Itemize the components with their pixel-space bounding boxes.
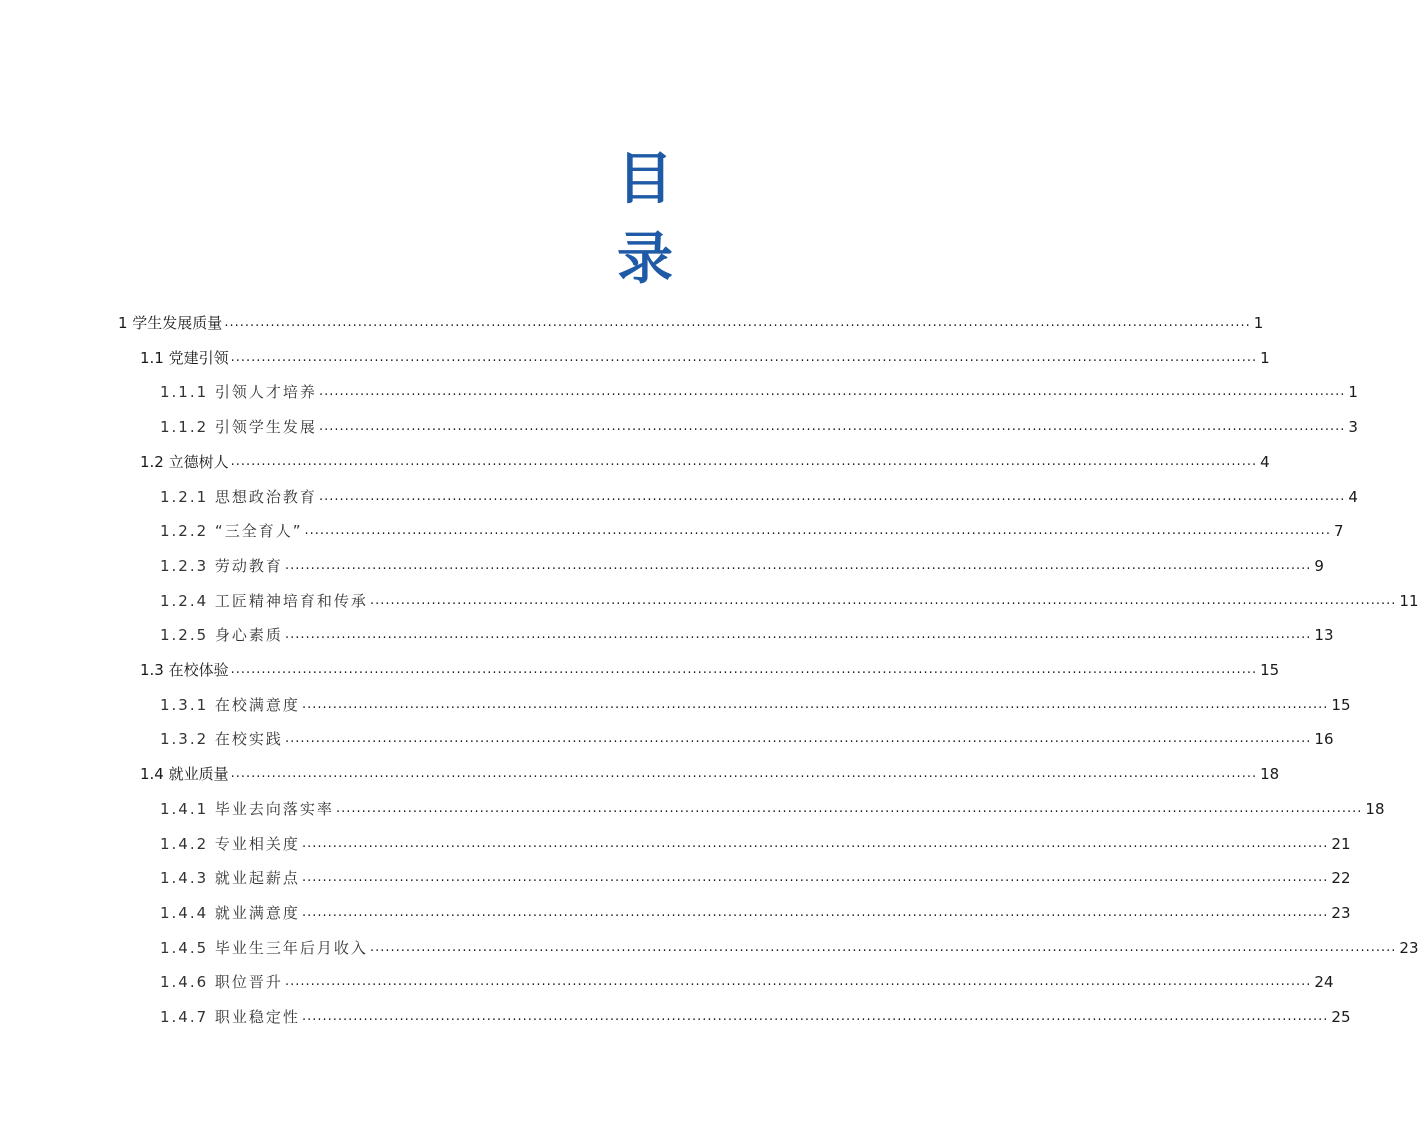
- toc-entry-label: 1.4.6 职位晋升: [160, 973, 283, 992]
- toc-entry-page-number: 3: [1348, 418, 1358, 437]
- toc-leader-dots: ........................................................................................................................................................................................................: [284, 557, 1312, 573]
- toc-entry-page-number: 25: [1331, 1008, 1351, 1026]
- toc-leader-dots: ........................................................................................................................................................................................................: [284, 731, 1312, 747]
- toc-leader-dots: ........................................................................................................................................................................................................: [284, 627, 1312, 643]
- toc-entry-page-number: 7: [1333, 522, 1344, 541]
- toc-entry-label: 1.3.2 在校实践: [160, 730, 283, 749]
- toc-entry[interactable]: [160, 546, 1324, 576]
- toc-leader-dots: ........................................................................................................................................................................................................: [318, 488, 1346, 504]
- toc-entry[interactable]: [160, 824, 1351, 854]
- toc-leader-dots: ........................................................................................................................................................................................................: [318, 419, 1346, 435]
- toc-entry[interactable]: [160, 581, 1419, 611]
- toc-entry-page-number: 1: [1348, 383, 1358, 402]
- toc-entry-page-number: 24: [1314, 973, 1334, 992]
- toc-entry[interactable]: [160, 928, 1419, 958]
- toc-entry-page-number: 13: [1314, 626, 1334, 645]
- toc-entry[interactable]: [160, 615, 1334, 645]
- toc-leader-dots: ........................................................................................................................................................................................................: [301, 696, 1329, 712]
- toc-entry-page-number: 11: [1399, 591, 1419, 610]
- toc-entry[interactable]: [160, 962, 1334, 992]
- toc-entry-page-number: 23: [1399, 938, 1419, 957]
- toc-entry-page-number: 15: [1260, 661, 1280, 679]
- toc-entry-label: 1.4.7 职业稳定性: [160, 1008, 300, 1026]
- toc-entry[interactable]: [160, 511, 1344, 541]
- toc-entry[interactable]: [160, 477, 1358, 507]
- toc-entry-label: 1.3 在校体验: [140, 661, 229, 679]
- toc-entry-page-number: 18: [1365, 799, 1385, 818]
- toc-entry-label: 1.4.2 专业相关度: [160, 834, 300, 853]
- toc-entry-page-number: 23: [1331, 903, 1351, 922]
- toc-entry-page-number: 9: [1314, 556, 1324, 575]
- toc-entry[interactable]: [140, 650, 1280, 680]
- toc-leader-dots: ........................................................................................................................................................................................................: [230, 662, 1258, 677]
- toc-leader-dots: ........................................................................................................................................................................................................: [301, 904, 1329, 920]
- toc-leader-dots: ........................................................................................................................................................................................................: [224, 315, 1251, 330]
- toc-entry-page-number: 16: [1314, 730, 1334, 749]
- toc-entry-label: 1.2.3 劳动教育: [160, 556, 283, 575]
- toc-entry-label: 1.4.4 就业满意度: [160, 903, 300, 922]
- toc-entry-label: 1.1.2 引领学生发展: [160, 418, 317, 437]
- toc-leader-dots: ........................................................................................................................................................................................................: [369, 939, 1397, 955]
- toc-entry-page-number: 1: [1253, 314, 1264, 332]
- toc-entry-label: 1.1.1 引领人才培养: [160, 383, 317, 402]
- toc-leader-dots: ........................................................................................................................................................................................................: [318, 384, 1346, 400]
- page-title-char-2: 录: [617, 227, 673, 292]
- toc-entry-page-number: 4: [1348, 487, 1358, 506]
- toc-leader-dots: ........................................................................................................................................................................................................: [230, 349, 1258, 365]
- toc-entry-label: 1.2 立德树人: [140, 452, 229, 471]
- toc-entry-page-number: 22: [1331, 869, 1351, 888]
- toc-entry[interactable]: [118, 303, 1264, 333]
- page-title-char-1: 目: [617, 147, 673, 212]
- toc-entry[interactable]: [140, 338, 1270, 368]
- toc-leader-dots: ........................................................................................................................................................................................................: [301, 1009, 1329, 1024]
- toc-entry-label: 1.2.5 身心素质: [160, 626, 283, 645]
- toc-entry-label: 1.2.4 工匠精神培育和传承: [160, 591, 368, 610]
- toc-entry[interactable]: [160, 407, 1358, 437]
- toc-entry-page-number: 21: [1331, 834, 1351, 853]
- toc-entry-label: 1 学生发展质量: [118, 314, 223, 332]
- toc-leader-dots: ........................................................................................................................................................................................................: [301, 835, 1329, 851]
- toc-entry-label: 1.3.1 在校满意度: [160, 695, 300, 714]
- toc-leader-dots: ........................................................................................................................................................................................................: [304, 523, 1331, 539]
- toc-entry-label: 1.4.3 就业起薪点: [160, 869, 300, 888]
- toc-entry-page-number: 1: [1260, 348, 1270, 367]
- toc-entry-page-number: 4: [1260, 452, 1270, 471]
- toc-leader-dots: ........................................................................................................................................................................................................: [335, 800, 1363, 816]
- toc-entry[interactable]: [160, 997, 1351, 1027]
- toc-entry[interactable]: [160, 719, 1334, 749]
- toc-entry-label: 1.4.1 毕业去向落实率: [160, 799, 334, 818]
- toc-entry[interactable]: [160, 685, 1351, 715]
- toc-entry[interactable]: [160, 789, 1385, 819]
- toc-entry[interactable]: [140, 754, 1280, 784]
- toc-leader-dots: ........................................................................................................................................................................................................: [369, 592, 1397, 608]
- toc-entry-label: 1.4.5 毕业生三年后月收入: [160, 938, 368, 957]
- toc-entry-label: 1.2.1 思想政治教育: [160, 487, 317, 506]
- toc-leader-dots: ........................................................................................................................................................................................................: [284, 974, 1312, 990]
- toc-entry[interactable]: [140, 442, 1270, 472]
- toc-entry-page-number: 18: [1260, 765, 1280, 784]
- toc-leader-dots: ........................................................................................................................................................................................................: [230, 766, 1258, 782]
- toc-entry-page-number: 15: [1331, 695, 1351, 714]
- toc-entry-label: 1.2.2 “三全育人”: [160, 522, 303, 541]
- toc-leader-dots: ........................................................................................................................................................................................................: [230, 453, 1258, 469]
- toc-entry-label: 1.1 党建引领: [140, 348, 229, 367]
- toc-entry[interactable]: [160, 858, 1351, 888]
- toc-entry-label: 1.4 就业质量: [140, 765, 229, 784]
- toc-leader-dots: ........................................................................................................................................................................................................: [301, 870, 1329, 886]
- toc-entry[interactable]: [160, 372, 1358, 402]
- toc-entry[interactable]: [160, 893, 1351, 923]
